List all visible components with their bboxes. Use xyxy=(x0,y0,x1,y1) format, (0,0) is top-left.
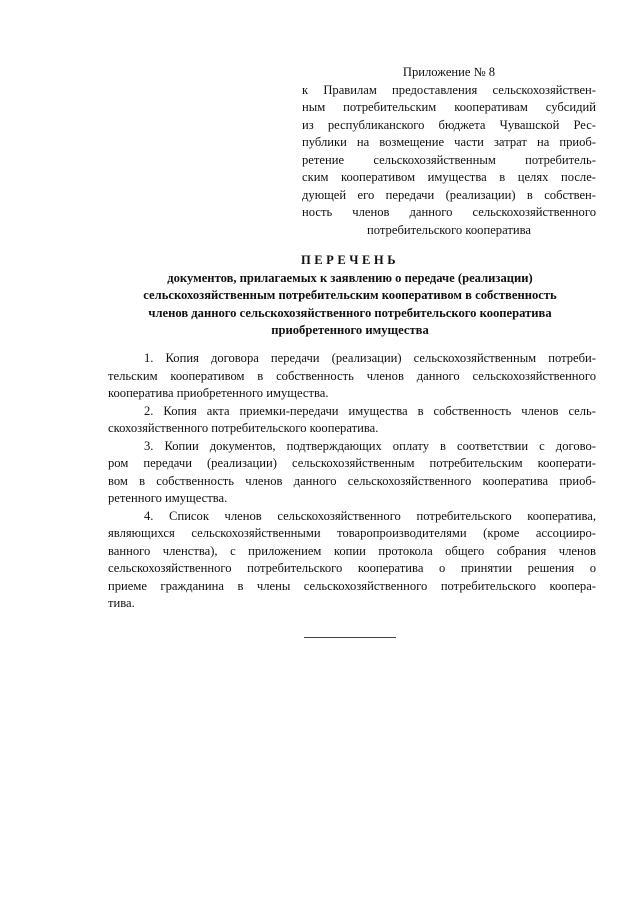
appendix-line: к Правилам предоставления сельскохозяйствен- xyxy=(302,82,596,97)
list-item-line: 2. Копия акта приемки-передачи имущества в собственность членов сель- xyxy=(144,403,596,418)
appendix-line: из республиканского бюджета Чувашской Рес- xyxy=(302,117,596,132)
list-item-4 xyxy=(108,508,596,613)
list-item-line: являющихся сельскохозяйственными товаропроизводителями (кроме ассоцииро- xyxy=(108,526,596,540)
appendix-line: ным потребительским кооперативам субсидий xyxy=(302,100,596,114)
list-item-line: тельским кооперативом в собственность членов данного сельскохозяйственного xyxy=(108,368,596,383)
appendix-line: потребительского кооператива xyxy=(367,222,531,237)
list-item-line: приеме гражданина в члены сельскохозяйственного потребительского коопера- xyxy=(108,578,596,593)
document-list xyxy=(108,350,596,613)
list-item-line: 3. Копии документов, подтверждающих оплату в соответствии с догово- xyxy=(144,438,596,453)
list-item-line: вом в собственность членов данного сельскохозяйственного кооператива приоб- xyxy=(108,473,596,488)
appendix-line: ретение сельскохозяйственным потребитель- xyxy=(302,152,596,167)
list-item-1 xyxy=(108,350,596,403)
appendix-title: Приложение № 8 xyxy=(402,65,496,79)
list-item-line: ретенного имущества. xyxy=(108,491,228,505)
document-heading xyxy=(95,252,605,340)
document-subtitle-line: сельскохозяйственным потребительским кооперативом в собственность xyxy=(143,288,557,302)
list-item-line: 4. Список членов сельскохозяйственного потребительского кооператива, xyxy=(144,508,596,523)
list-item-3 xyxy=(108,438,596,508)
document-title: ПЕРЕЧЕНЬ xyxy=(300,253,400,267)
list-item-2 xyxy=(108,403,596,438)
list-item-line: кооператива приобретенного имущества. xyxy=(108,386,329,400)
appendix-line: публики на возмещение части затрат на приоб- xyxy=(302,135,596,149)
list-item-line: сельскохозяйственного потребительского кооператива о принятии решения о xyxy=(108,561,596,575)
list-item-line: скохозяйственного потребительского кооператива. xyxy=(108,421,379,435)
list-item-line: ром передачи (реализации) сельскохозяйственным потребительским кооперати- xyxy=(108,456,596,470)
list-item-line: ванного членства), с приложением копии протокола общего собрания членов xyxy=(108,543,596,558)
document-subtitle-line: приобретенного имущества xyxy=(271,323,429,337)
appendix-line: дующей его передачи (реализации) в собствен- xyxy=(302,187,596,202)
list-item-line: 1. Копия договора передачи (реализации) сельскохозяйственным потреби- xyxy=(144,351,596,365)
end-separator-line xyxy=(304,637,396,638)
appendix-block xyxy=(302,64,596,239)
document-subtitle-line: документов, прилагаемых к заявлению о передаче (реализации) xyxy=(167,270,533,285)
list-item-line: тива. xyxy=(108,596,135,610)
document-subtitle-line: членов данного сельскохозяйственного потребительского кооператива xyxy=(148,305,552,320)
appendix-line: ским кооперативом имущества в целях после- xyxy=(302,170,596,184)
appendix-line: ность членов данного сельскохозяйственного xyxy=(302,205,596,219)
